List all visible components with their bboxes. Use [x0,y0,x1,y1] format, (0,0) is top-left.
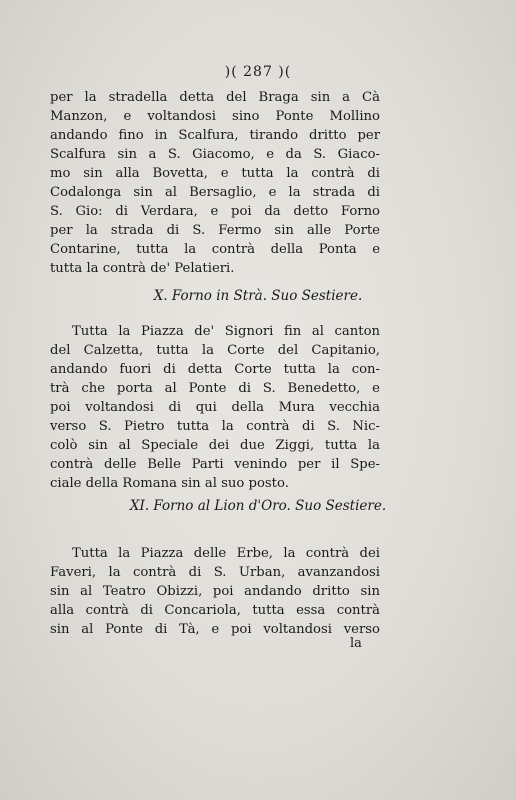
text-line: del Calzetta, tutta la Corte del Capitanio, [50,343,380,358]
text-line: alla contrà di Concariola, tutta essa contrà [50,603,380,618]
text-line: Tutta la Piazza de' Signori fin al canton [72,324,380,339]
section-heading-x: X. Forno in Strà. Suo Sestiere. [153,288,363,304]
text-line: Manzon, e voltandosi sino Ponte Mollino [50,109,380,124]
text-line: Contarine, tutta la contrà della Ponta e [50,242,380,257]
text-line: colò sin al Speciale dei due Ziggi, tutta la [50,438,380,453]
paragraph-2 [50,322,380,493]
text-line: andando fino in Scalfura, tirando dritto per [50,128,380,143]
text-line: Scalfura sin a S. Giacomo, e da S. Giaco- [50,147,380,162]
text-line: per la stradella detta del Braga sin a Cà [50,90,380,105]
text-line: tutta la contrà de' Pelatieri. [50,261,235,276]
text-line: poi voltandosi di qui della Mura vecchia [50,400,380,415]
section-heading-xi: XI. Forno al Lion d'Oro. Suo Sestiere. [129,498,387,514]
paragraph-1 [50,88,380,278]
text-line: mo sin alla Bovetta, e tutta la contrà di [50,166,380,181]
paragraph-3 [50,544,380,639]
text-line: Codalonga sin al Bersaglio, e la strada di [50,185,380,200]
text-line: ciale della Romana sin al suo posto. [50,476,289,491]
text-line: sin al Teatro Obizzi, poi andando dritto sin [50,584,380,599]
text-line: S. Gio: di Verdara, e poi da detto Forno [50,204,380,219]
text-line: verso S. Pietro tutta la contrà di S. Nic- [50,419,380,434]
text-line: contrà delle Belle Parti venindo per il Spe- [50,457,380,472]
catchword: la [350,636,362,651]
text-line: sin al Ponte di Tà, e poi voltandosi verso [50,622,380,637]
text-line: per la strada di S. Fermo sin alle Porte [50,223,380,238]
page-number: )( 287 )( [224,64,292,80]
text-line: Tutta la Piazza delle Erbe, la contrà dei [72,546,380,561]
text-line: andando fuori di detta Corte tutta la con- [50,362,380,377]
text-line: trà che porta al Ponte di S. Benedetto, e [50,381,380,396]
text-line: Faveri, la contrà di S. Urban, avanzandosi [50,565,380,580]
